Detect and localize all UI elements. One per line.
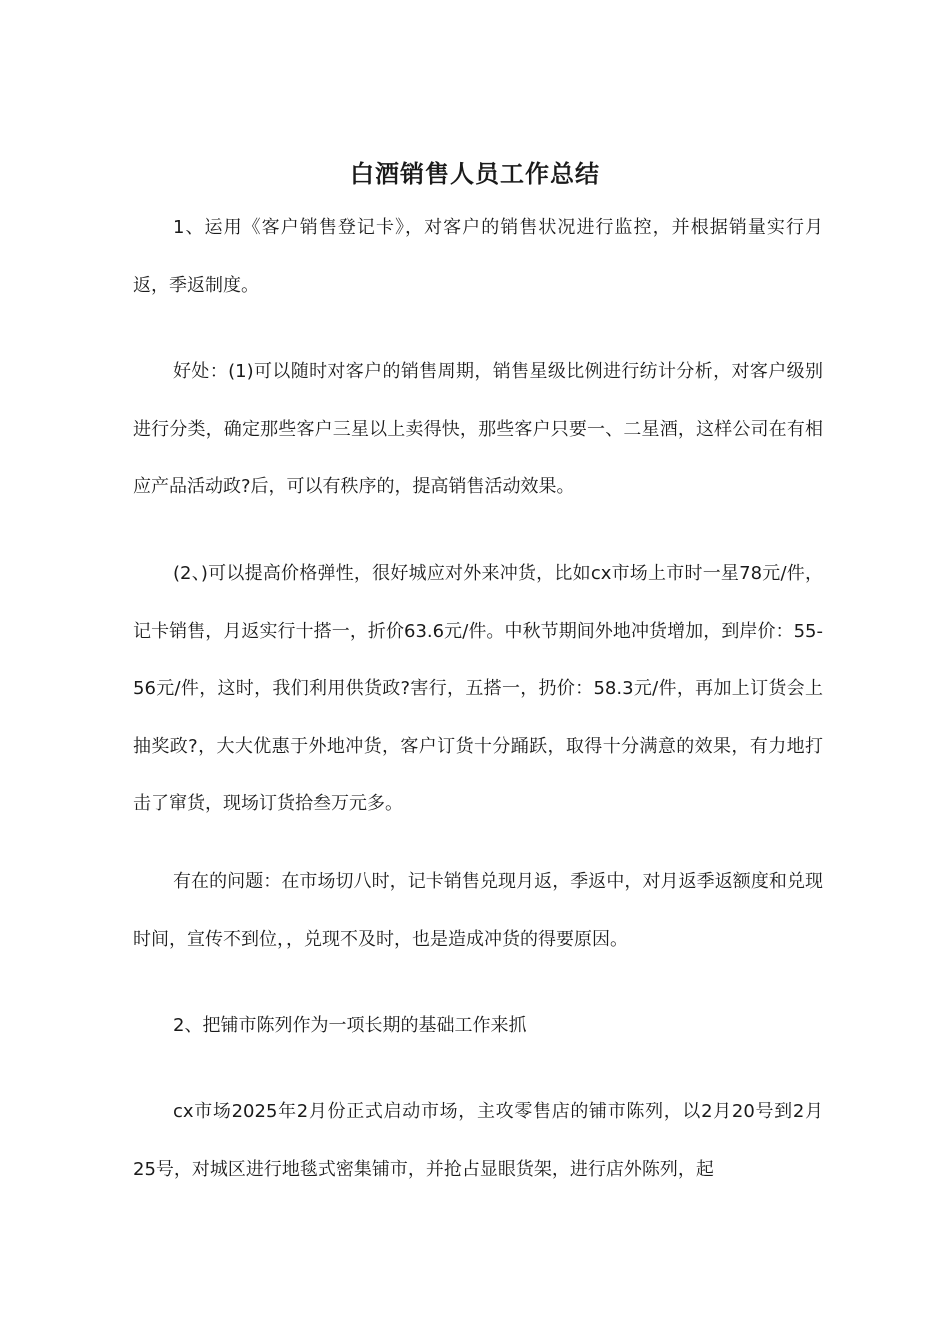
paragraph-existing-problems: 有在的问题：在市场切八时，记卡销售兑现月返，季返中，对月返季返额度和兑现时间，宣传不到位，，兑现不及时，也是造成冲货的得要原因。 xyxy=(133,871,823,950)
paragraph-market-launch: cx市场2025年2月份正式启动市场，主攻零售店的铺市陈列，以2月20号到2月25号，对城区进行地毯式密集铺市，并抢占显眼货架，进行店外陈列，起 xyxy=(133,1101,823,1180)
paragraph-display-heading: 2、把铺市陈列作为一项长期的基础工作来抓 xyxy=(173,1015,527,1036)
paragraph-benefits-1: 好处：(1)可以随时对客户的销售周期，销售星级比例进行纺计分析，对客户级别进行分类，确定那些客户三星以上卖得快，那些客户只要一、二星酒，这样公司在有相应产品活动政?后，可以有秩序的，提高销售活动效果。 xyxy=(133,361,823,497)
document-title: 白酒销售人员工作总结 xyxy=(350,160,600,188)
paragraph-benefits-2: (2、)可以提高价格弹性，很好城应对外来冲货，比如cx市场上市时一星78元/件，记卡销售，月返实行十搭一，折价63.6元/件。中秋节期间外地冲货增加，到岸价：55-56元/件，这时，我们利用供货政?害行，五搭一，扔价：58.3元/件，再加上订货会上抽奖政?，大大优惠于外地冲货，客户订货十分踊跃，取得十分满意的效果，有力地打击了窜货，现场订货拾叁万元多。 xyxy=(133,563,823,814)
paragraph-card-registration: 1、运用《客户销售登记卡》，对客户的销售状况进行监控，并根据销量实行月返，季返制度。 xyxy=(133,217,823,296)
